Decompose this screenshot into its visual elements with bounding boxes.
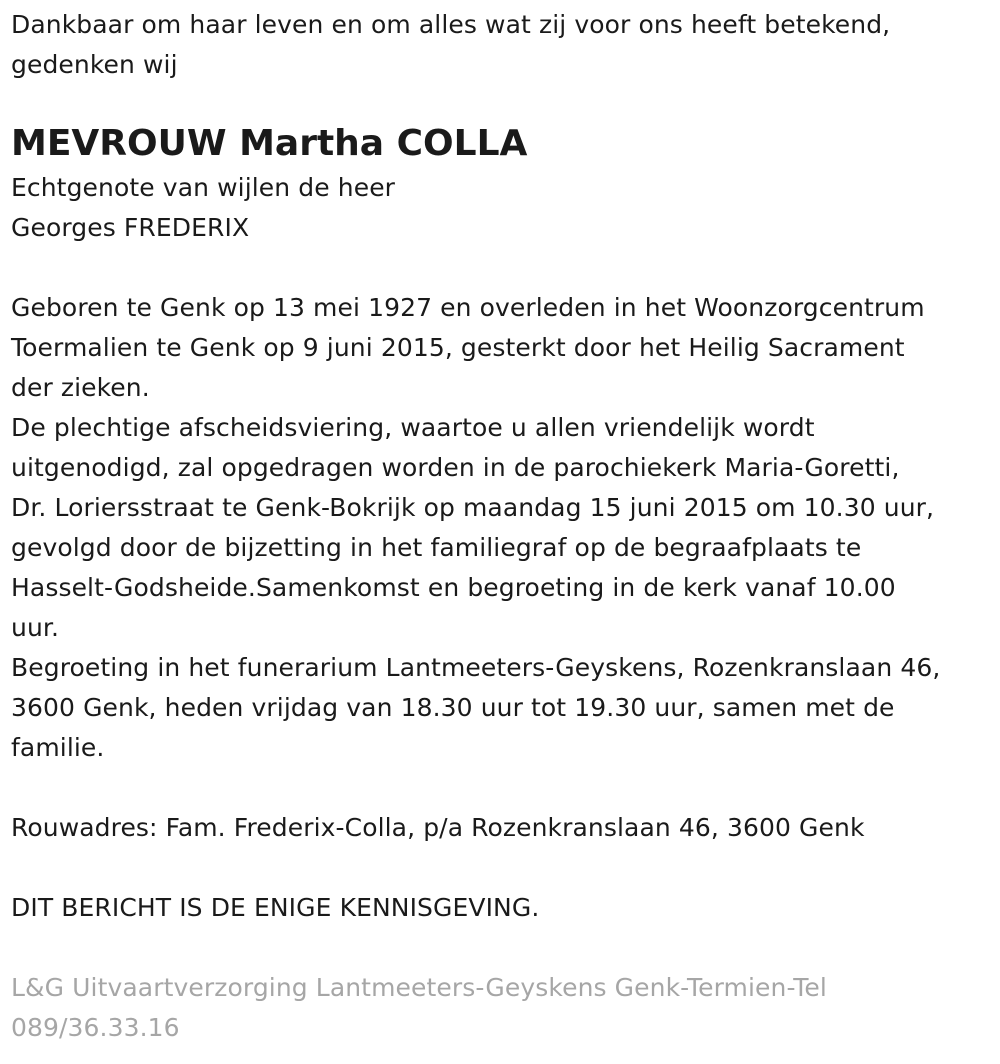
- funeral-home-credit: [11, 968, 996, 1048]
- spouse-line: Echtgenote van wijlen de heer: [11, 173, 396, 202]
- mourning-address: Rouwadres: Fam. Frederix-Colla, p/a Rozenkranslaan 46, 3600 Genk: [11, 813, 865, 842]
- body-line: Toermalien te Genk op 9 juni 2015, gesterkt door het Heilig Sacrament: [11, 333, 905, 362]
- body-line: der zieken.: [11, 373, 150, 402]
- body-line: gevolgd door de bijzetting in het familiegraf op de begraafplaats te: [11, 533, 862, 562]
- body-line: uur.: [11, 613, 60, 642]
- body-line: Dr. Loriersstraat te Genk-Bokrijk op maandag 15 juni 2015 om 10.30 uur,: [11, 493, 935, 522]
- footer-line: 089/36.33.16: [11, 1013, 180, 1042]
- obituary-body: [11, 288, 996, 768]
- body-line: Geboren te Genk op 13 mei 1927 en overleden in het Woonzorgcentrum: [11, 293, 925, 322]
- intro-line: gedenken wij: [11, 50, 178, 79]
- body-line: Hasselt-Godsheide.Samenkomst en begroeting in de kerk vanaf 10.00: [11, 573, 896, 602]
- body-line: 3600 Genk, heden vrijdag van 18.30 uur tot 19.30 uur, samen met de: [11, 693, 895, 722]
- notice-statement: DIT BERICHT IS DE ENIGE KENNISGEVING.: [11, 893, 540, 922]
- body-line: Begroeting in het funerarium Lantmeeters-Geyskens, Rozenkranslaan 46,: [11, 653, 941, 682]
- body-line: familie.: [11, 733, 105, 762]
- spacer: [11, 928, 996, 968]
- intro-line: Dankbaar om haar leven en om alles wat zij voor ons heeft betekend,: [11, 10, 891, 39]
- spacer: [11, 248, 996, 288]
- deceased-name: MEVROUW Martha COLLA: [11, 123, 528, 164]
- obituary-notice: [11, 5, 996, 1048]
- spacer: [11, 768, 996, 808]
- body-line: De plechtige afscheidsviering, waartoe u allen vriendelijk wordt: [11, 413, 815, 442]
- body-line: uitgenodigd, zal opgedragen worden in de parochiekerk Maria-Goretti,: [11, 453, 900, 482]
- spacer: [11, 848, 996, 888]
- spouse-line: Georges FREDERIX: [11, 213, 250, 242]
- footer-line: L&G Uitvaartverzorging Lantmeeters-Geyskens Genk-Termien-Tel: [11, 973, 827, 1002]
